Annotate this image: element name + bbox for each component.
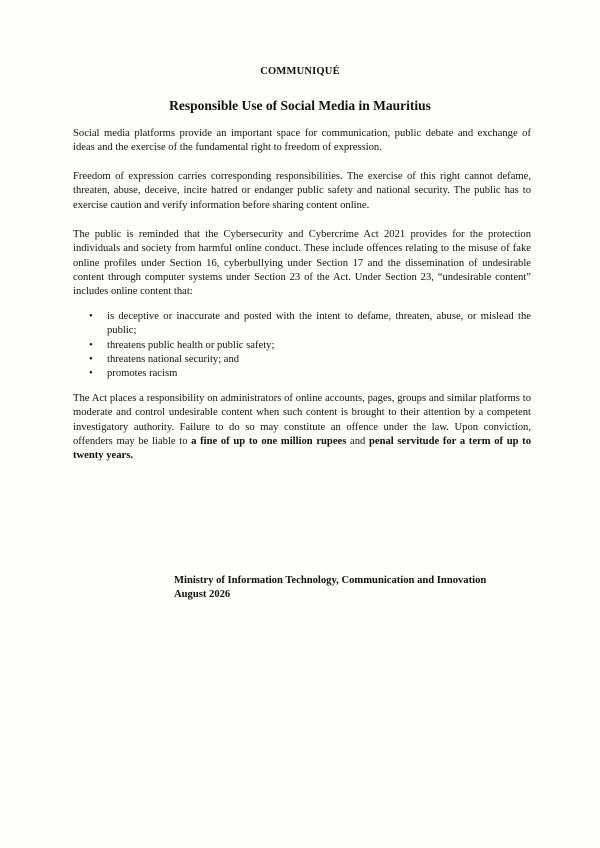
communique-label: COMMUNIQUÉ [260, 66, 340, 77]
paragraph-responsibilities: Freedom of expression carries corresponding responsibilities. The exercise of this right cannot defame, threaten, abuse, deceive, incite hatred or endanger public safety and national security. The public has to exercise caution and verify information before sharing content online. [73, 171, 531, 211]
paragraph-text: The Act places a responsibility on administrators of online accounts, pages, groups and similar platforms to moderate and control undesirable content when such content is brought to their attention by a competent investigatory authority. Failure to do so may constitute an offence under the law. Upon conviction, offenders may be liable to [73, 393, 531, 447]
list-item-text: promotes racism [107, 368, 178, 380]
list-item [73, 339, 531, 353]
connector-text: and [346, 435, 369, 447]
list-item [73, 310, 531, 339]
servitude-penalty-text: penal servitude for a term of up to twenty years. [73, 435, 531, 462]
signature-organisation: Ministry of Information Technology, Communication and Innovation [174, 575, 487, 586]
list-item-text: threatens public health or public safety; [107, 339, 275, 351]
document-title: Responsible Use of Social Media in Mauritius [169, 98, 431, 113]
paragraph-administrator-responsibility [73, 392, 531, 463]
bullet-icon: • [89, 368, 93, 380]
bullet-icon: • [89, 353, 93, 365]
bullet-icon: • [89, 311, 93, 322]
list-item [73, 367, 531, 381]
paragraph-cybercrime-act: The public is reminded that the Cybersecurity and Cybercrime Act 2021 provides for the protection individuals and society from harmful online conduct. These include offences relating to the misuse of fake online profiles under Section 16, cyberbullying under Section 17 and the dissemination of undesirable content through computer systems under Section 23 of the Act. Under Section 23, “undesirable content” includes online content that: [73, 229, 531, 298]
signature-date: August 2026 [174, 589, 231, 600]
list-item-text: threatens national security; and [107, 353, 240, 365]
list-item [73, 353, 531, 367]
bullet-icon: • [89, 339, 93, 351]
paragraph-intro: Social media platforms provide an important space for communication, public debate and exchange of ideas and the exercise of the fundamental right to freedom of expression. [73, 128, 531, 154]
undesirable-content-list [73, 310, 531, 381]
fine-penalty-text: a fine of up to one million rupees [191, 435, 347, 447]
list-item-text: is deceptive or inaccurate and posted with the intent to defame, threaten, abuse, or mislead the public; [107, 311, 531, 337]
